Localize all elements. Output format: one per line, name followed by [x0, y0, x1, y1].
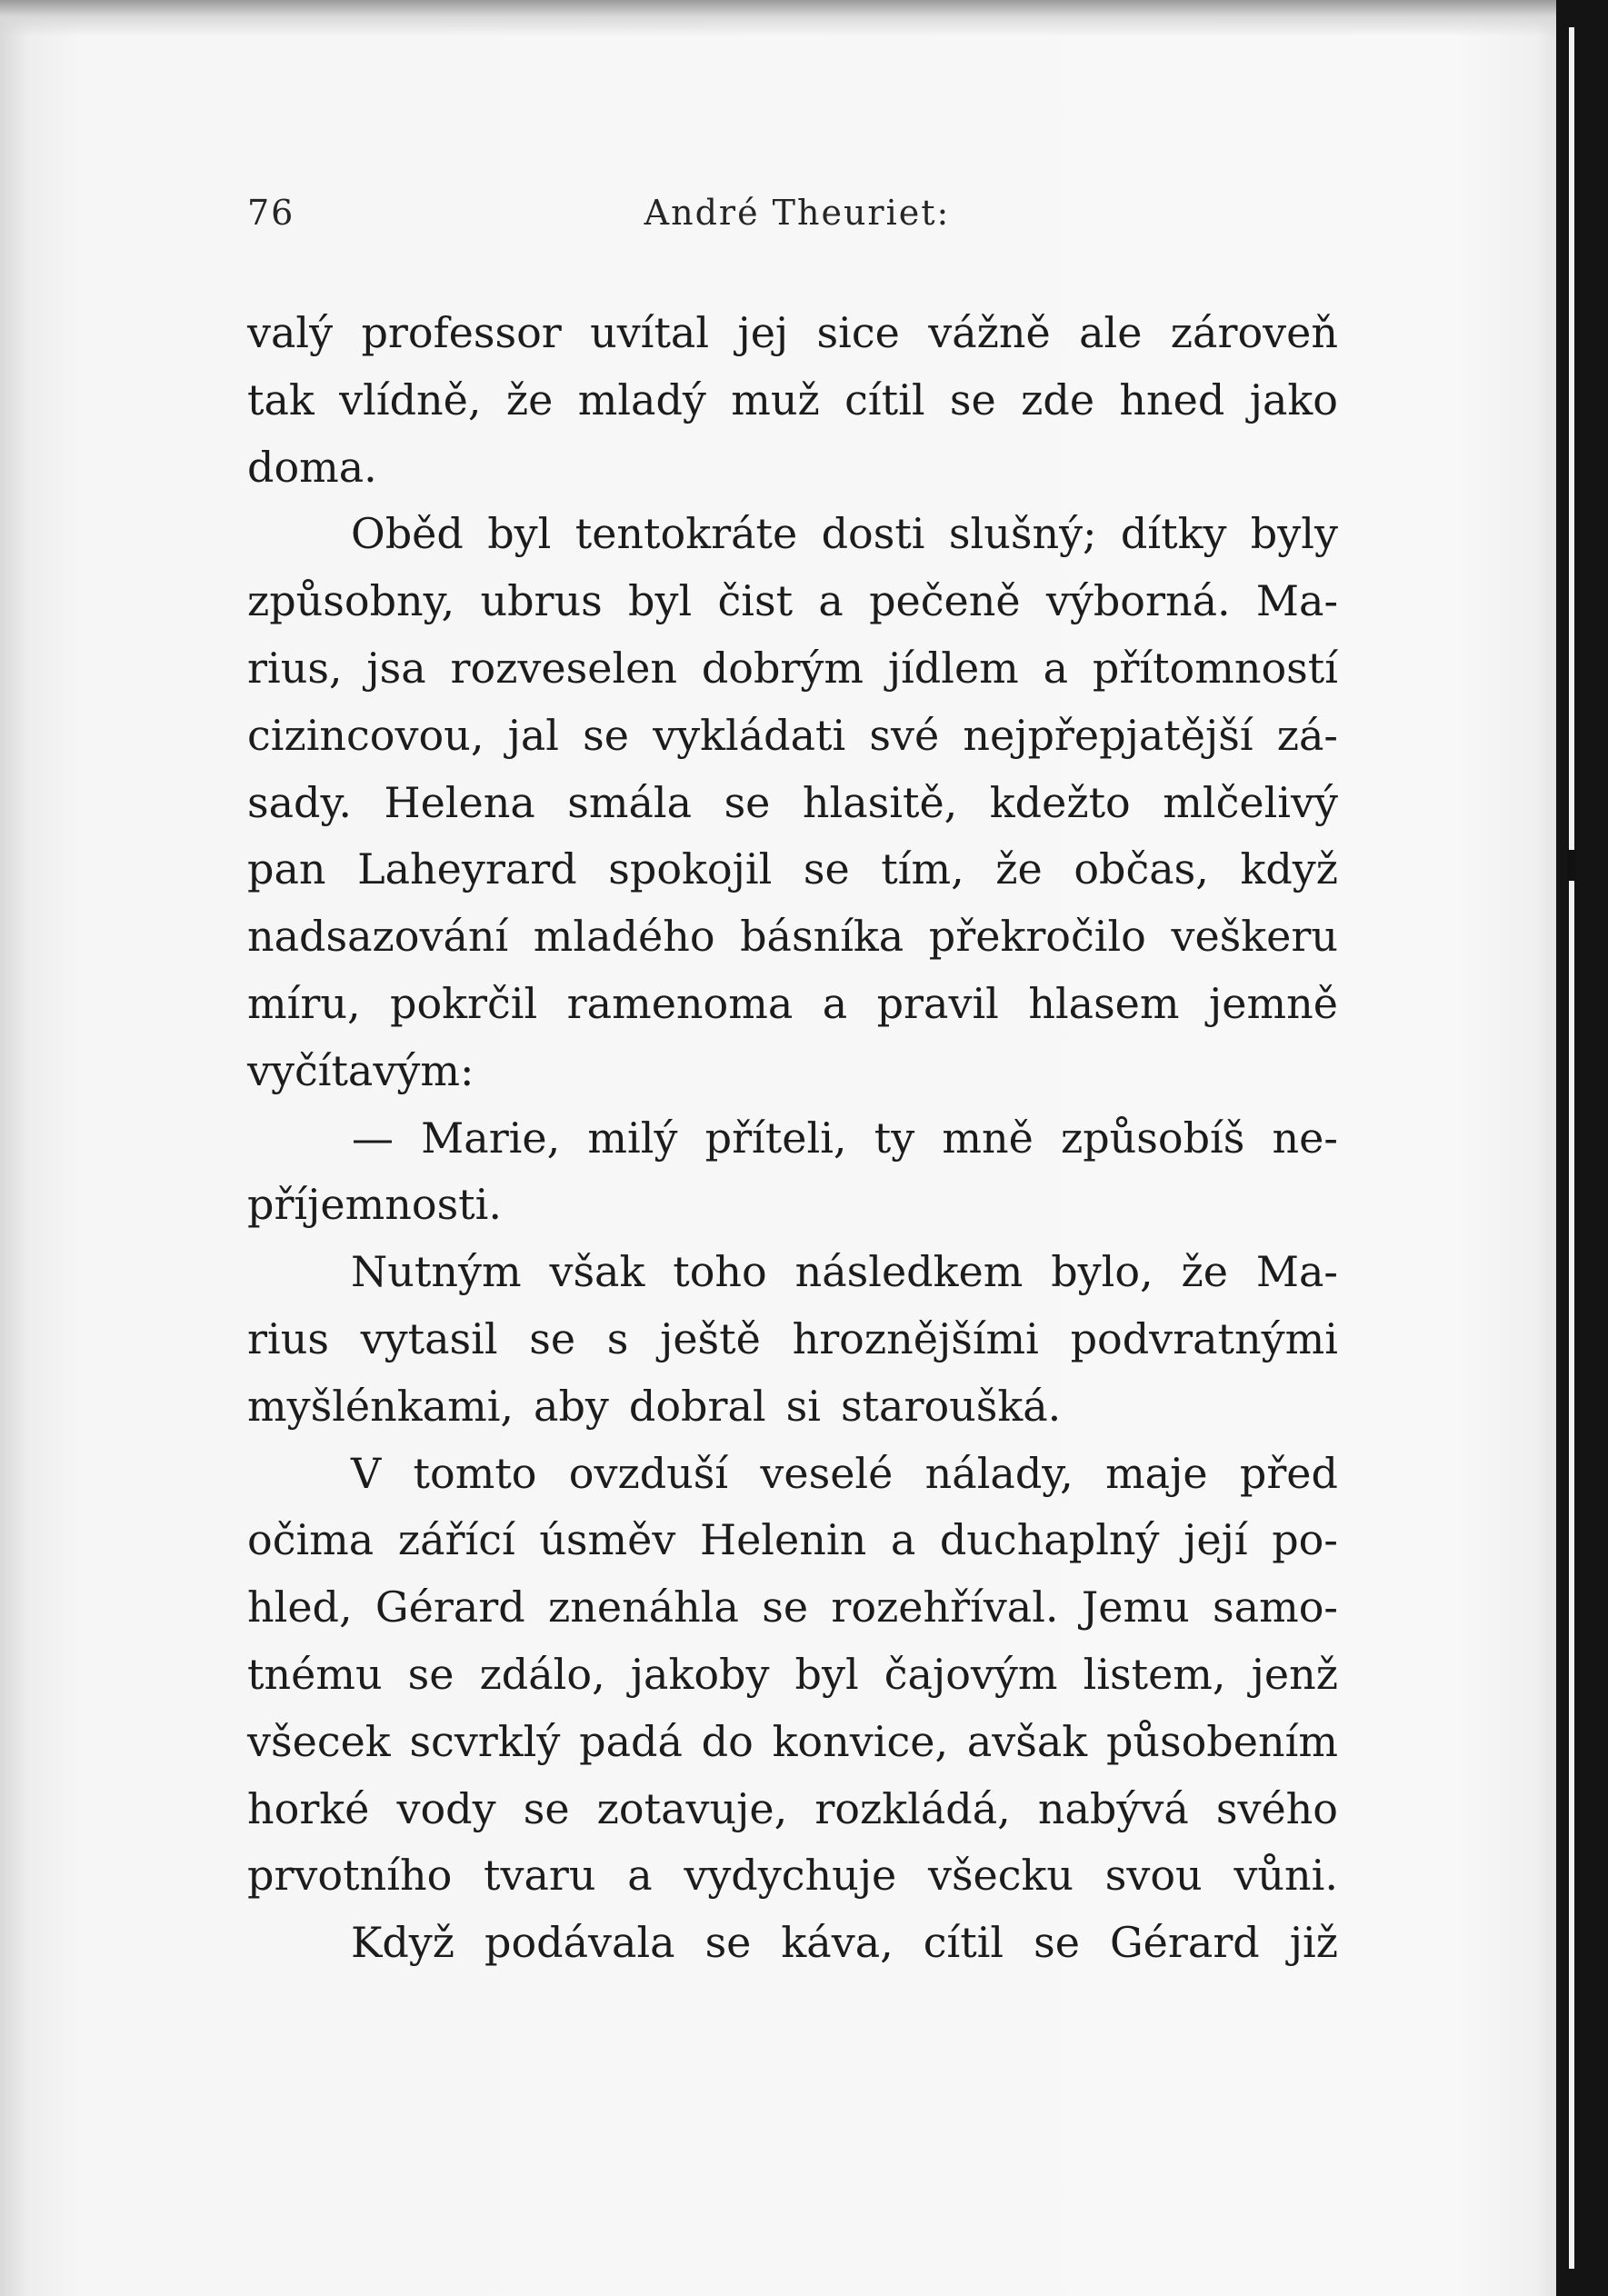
page-number: 76 [247, 193, 295, 233]
word: byl [628, 576, 693, 626]
word: rius [247, 1313, 329, 1363]
word: se [762, 1582, 809, 1632]
book-spine-edge [1556, 0, 1608, 2296]
word: příjemnosti. [247, 1180, 502, 1230]
word: jsa [366, 643, 426, 693]
word: zářící [397, 1515, 515, 1565]
word: káva, [781, 1918, 894, 1968]
word: před [1239, 1448, 1338, 1498]
word: sice [816, 308, 900, 357]
word: vyčítavým: [247, 1045, 474, 1095]
word: Helena [384, 777, 535, 827]
word: cítil [923, 1918, 1004, 1968]
text-line [247, 300, 1338, 367]
word: professor [361, 308, 562, 357]
text-line [247, 1842, 1338, 1910]
text-line [247, 1441, 1338, 1508]
word: jídlem [887, 643, 1019, 693]
word: mladého [533, 912, 715, 962]
word: spokojil [608, 844, 773, 894]
word: Oběd [351, 509, 464, 559]
text-line [247, 434, 1338, 502]
word: myšlénkami, [247, 1381, 514, 1431]
word: byl [487, 509, 552, 559]
word: čajovým [884, 1649, 1058, 1699]
word: zároveň [1170, 308, 1338, 357]
word: svého [1215, 1783, 1338, 1833]
word: že [505, 374, 554, 424]
word: následkem [794, 1247, 1024, 1297]
word: jal [507, 710, 559, 760]
word: uvítal [590, 308, 710, 357]
word: kdežto [989, 777, 1131, 827]
word: scvrklý [409, 1716, 561, 1766]
top-edge-shadow [0, 0, 1556, 36]
word: občas, [1074, 844, 1209, 894]
word: se [407, 1649, 454, 1699]
word: samo- [1213, 1582, 1338, 1632]
word: tak [247, 374, 315, 424]
word: tím, [881, 844, 964, 894]
word: pan [247, 844, 326, 894]
word: dosti [821, 509, 925, 559]
word: prvotního [247, 1851, 453, 1901]
word: zdálo, [479, 1649, 605, 1699]
body-text [247, 300, 1338, 1977]
text-line [247, 1776, 1338, 1843]
word: způsobny, [247, 576, 455, 626]
word: ne- [1272, 1113, 1338, 1163]
word: rozehříval. [831, 1582, 1059, 1632]
word: vody [396, 1783, 496, 1833]
word: a [627, 1851, 653, 1901]
word: Ma- [1255, 1247, 1338, 1297]
page-header [247, 193, 1347, 238]
word: hlasitě, [802, 777, 958, 827]
word: dítky [1120, 509, 1227, 559]
word: že [1181, 1247, 1228, 1297]
word: vážně [928, 308, 1051, 357]
word: Nutným [351, 1247, 522, 1297]
running-head: André Theuriet: [644, 193, 951, 233]
word: Jemu [1081, 1582, 1190, 1632]
word: jej [737, 308, 789, 357]
word: do [701, 1716, 754, 1766]
word: muž [731, 374, 820, 424]
text-line [247, 703, 1338, 770]
word: byly [1250, 509, 1338, 559]
word: Ma- [1255, 576, 1338, 626]
word: hned [1119, 374, 1225, 424]
word: mladý [577, 374, 706, 424]
word: veškeru [1171, 912, 1338, 962]
word: pečeně [869, 576, 1021, 626]
word: pravil [876, 978, 999, 1028]
word: všecek [247, 1716, 391, 1766]
word: padá [579, 1716, 683, 1766]
word: byl [794, 1649, 859, 1699]
word: básníka [740, 912, 904, 962]
word: Laheyrard [357, 844, 577, 894]
word: příteli, [704, 1113, 847, 1163]
word: se [1034, 1918, 1080, 1968]
word: nejpřepjatější [963, 710, 1253, 760]
word: se [803, 844, 850, 894]
word: nálady, [924, 1448, 1074, 1498]
word: Gérard [1109, 1918, 1260, 1968]
word: hled, [247, 1582, 353, 1632]
word: zotavuje, [596, 1783, 788, 1833]
text-line [247, 971, 1338, 1038]
adjacent-page-edge [1569, 27, 1574, 2269]
word: Když [351, 1918, 455, 1968]
word: znenáhla [548, 1582, 739, 1632]
word: zá- [1276, 710, 1338, 760]
text-line [247, 1373, 1338, 1441]
word: a [818, 576, 844, 626]
word: cizincovou, [247, 710, 484, 760]
word: čist [717, 576, 794, 626]
text-line [247, 1306, 1338, 1373]
text-line [247, 635, 1338, 703]
word: nabývá [1037, 1783, 1189, 1833]
word: po- [1272, 1515, 1338, 1565]
word: a [1043, 643, 1069, 693]
word: tomto [413, 1448, 537, 1498]
word: se [529, 1313, 576, 1363]
word: horké [247, 1783, 370, 1833]
word: s [606, 1313, 629, 1363]
word: se [704, 1918, 752, 1968]
word: své [869, 710, 940, 760]
word: cítil [844, 374, 925, 424]
word: jakoby [630, 1649, 770, 1699]
word: — [352, 1113, 394, 1163]
word: a [890, 1515, 916, 1565]
word: maje [1105, 1448, 1208, 1498]
word: ještě [660, 1313, 761, 1363]
word: očima [247, 1515, 375, 1565]
word: se [583, 710, 629, 760]
word: jemně [1208, 978, 1338, 1028]
word: toho [673, 1247, 767, 1297]
word: jenž [1251, 1649, 1338, 1699]
text-line [247, 501, 1338, 568]
text-line [247, 367, 1338, 434]
word: vůni. [1233, 1851, 1338, 1901]
word: tentokráte [574, 509, 798, 559]
word: všecku [927, 1851, 1074, 1901]
text-line [247, 1507, 1338, 1574]
text-line [247, 1910, 1338, 1977]
word: způsobíš [1061, 1113, 1245, 1163]
word: Gérard [375, 1582, 525, 1632]
word: se [523, 1783, 570, 1833]
word: však [549, 1247, 645, 1297]
word: Marie, [421, 1113, 561, 1163]
text-line [247, 836, 1338, 903]
word: míru, [247, 978, 361, 1028]
word: zde [1021, 374, 1095, 424]
text-line [247, 1239, 1338, 1306]
word: tnému [247, 1649, 383, 1699]
word: přítomností [1092, 643, 1338, 693]
word: doma. [247, 442, 377, 492]
word: bylo, [1051, 1247, 1154, 1297]
word: vykládati [653, 710, 846, 760]
word: slušný; [948, 509, 1097, 559]
word: listem, [1083, 1649, 1226, 1699]
text-line [247, 770, 1338, 837]
word: ale [1079, 308, 1143, 357]
word: veselé [760, 1448, 894, 1498]
text-line [247, 1574, 1338, 1642]
word: ovzduší [568, 1448, 729, 1498]
text-line [247, 1172, 1338, 1239]
text-line [247, 1038, 1338, 1105]
word: úsměv [539, 1515, 676, 1565]
word: mlčelivý [1163, 777, 1338, 827]
word: její [1184, 1515, 1248, 1565]
word: si [785, 1381, 821, 1431]
word: Helenin [699, 1515, 867, 1565]
text-line [247, 1105, 1338, 1173]
word: avšak [966, 1716, 1088, 1766]
word: tvaru [483, 1851, 596, 1901]
word: mně [942, 1113, 1034, 1163]
word: podvratnými [1070, 1313, 1338, 1363]
word: ubrus [480, 576, 603, 626]
word: výborná. [1045, 576, 1231, 626]
word: vydychuje [684, 1851, 897, 1901]
word: pokrčil [390, 978, 538, 1028]
word: se [724, 777, 771, 827]
word: sady. [247, 777, 352, 827]
word: svou [1104, 1851, 1203, 1901]
word: vytasil [360, 1313, 498, 1363]
word: rozveselen [450, 643, 678, 693]
word: se [949, 374, 996, 424]
word: hroznějšími [792, 1313, 1039, 1363]
word: dobral [628, 1381, 766, 1431]
word: jako [1249, 374, 1338, 424]
word: milý [587, 1113, 678, 1163]
word: smála [567, 777, 693, 827]
word: aby [534, 1381, 609, 1431]
word: působením [1105, 1716, 1338, 1766]
word: nadsazování [247, 912, 509, 962]
text-line [247, 1642, 1338, 1709]
word: podávala [484, 1918, 675, 1968]
text-line [247, 1709, 1338, 1776]
word: hlasem [1028, 978, 1180, 1028]
text-line [247, 903, 1338, 971]
text-line [247, 568, 1338, 635]
word: vlídně, [339, 374, 482, 424]
word: konvice, [772, 1716, 949, 1766]
word: rius, [247, 643, 343, 693]
edge-mark [1567, 850, 1576, 881]
word: a [822, 978, 848, 1028]
word: překročilo [928, 912, 1146, 962]
word: rozkládá, [814, 1783, 1011, 1833]
word: valý [247, 308, 334, 357]
word: že [995, 844, 1043, 894]
word: ramenoma [566, 978, 794, 1028]
word: V [351, 1448, 382, 1498]
word: staroušká. [840, 1381, 1062, 1431]
word: když [1240, 844, 1338, 894]
word: duchaplný [939, 1515, 1160, 1565]
word: již [1289, 1918, 1338, 1968]
word: dobrým [701, 643, 864, 693]
word: ty [874, 1113, 915, 1163]
